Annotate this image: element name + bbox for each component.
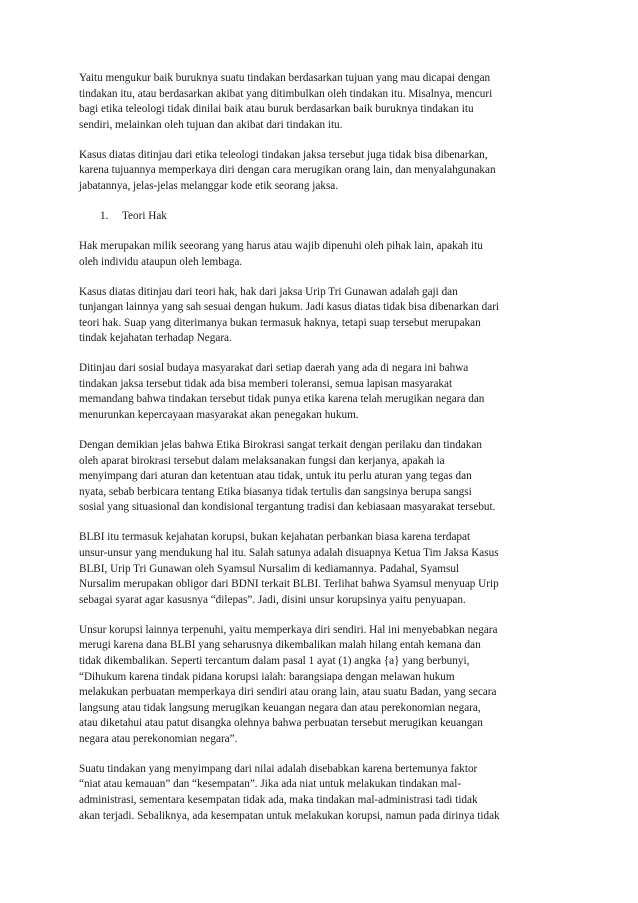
- paragraph-line: Hak merupakan milik seeorang yang harus atau wajib dipenuhi oleh pihak lain, apakah itu: [79, 239, 483, 252]
- paragraph-line: melakukan perbuatan memperkaya diri sendiri atau orang lain, atau suatu Badan, yang secara: [79, 686, 497, 699]
- paragraph-line: Nursalim merupakan obligor dari BDNI terkait BLBI. Terlihat bahwa Syamsul menyuap Urip: [79, 578, 499, 591]
- paragraph-line: langsung atau tidak langsung merugikan keuangan negara dan atau perekonomian negara,: [79, 701, 481, 714]
- paragraph-line: oleh aparat birokrasi tersebut dalam melaksanakan fungsi dan kerjanya, apakah ia: [79, 454, 445, 467]
- paragraph: [79, 762, 567, 824]
- section-heading: [79, 209, 567, 225]
- heading-number: 1.: [100, 209, 109, 222]
- paragraph-line: karena tujuannya memperkaya diri dengan cara merugikan orang lain, dan menyalahgunakan: [79, 164, 496, 177]
- paragraph-line: akan terjadi. Sebaliknya, ada kesempatan untuk melakukan korupsi, namun pada dirinya tidak: [79, 809, 500, 822]
- paragraph: [79, 71, 567, 133]
- paragraph-line: tindakan itu, atau berdasarkan akibat yang ditimbulkan oleh tindakan itu. Misalnya, mencuri: [79, 87, 493, 100]
- paragraph-line: Ditinjau dari sosial budaya masyarakat dari setiap daerah yang ada di negara ini bahwa: [79, 362, 469, 375]
- paragraph-line: sosial yang situasional dan kondisional tergantung tradisi dan kebiasaan masyarakat tersebut.: [79, 501, 496, 514]
- top-paragraphs: [79, 71, 567, 195]
- paragraph-line: Kasus diatas ditinjau dari etika teleologi tindakan jaksa tersebut juga tidak bisa dibenarkan,: [79, 148, 488, 161]
- paragraph-line: Yaitu mengukur baik buruknya suatu tindakan berdasarkan tujuan yang mau dicapai dengan: [79, 72, 491, 84]
- paragraph-line: teori hak. Suap yang diterimanya bukan termasuk haknya, tetapi suap tersebut merupakan: [79, 316, 481, 329]
- paragraph-line: tindak kejahatan terhadap Negara.: [79, 332, 232, 345]
- paragraph-line: bagi etika teleologi tidak dinilai baik atau buruk berdasarkan baik buruknya tindakan itu: [79, 103, 474, 116]
- heading-title: Teori Hak: [122, 209, 167, 222]
- paragraph-line: administrasi, sementara kesempatan tidak ada, maka tindakan mal-administrasi tadi tidak: [79, 794, 478, 807]
- paragraph-line: tidak dikembalikan. Seperti tercantum dalam pasal 1 ayat (1) angka {a} yang berbunyi,: [79, 654, 470, 667]
- paragraph-line: “niat atau kemauan” dan “kesempatan”. Jika ada niat untuk melakukan tindakan mal-: [79, 778, 462, 791]
- paragraph-line: Unsur korupsi lainnya terpenuhi, yaitu memperkaya diri sendiri. Hal ini menyebabkan negara: [79, 623, 498, 636]
- paragraph: [79, 148, 567, 195]
- paragraph-line: “Dihukum karena tindak pidana korupsi ialah: barangsiapa dengan melawan hukum: [79, 670, 455, 683]
- paragraph: [79, 438, 567, 516]
- paragraph: [79, 623, 567, 748]
- paragraph-line: sebagai syarat agar kasusnya “dilepas”. Jadi, disini unsur korupsinya yaitu penyuapan.: [79, 593, 466, 606]
- paragraph-line: Dengan demikian jelas bahwa Etika Birokrasi sangat terkait dengan perilaku dan tindakan: [79, 439, 482, 452]
- paragraph-line: atau diketahui atau patut disangka olehnya bahwa perbuatan tersebut merugikan keuangan: [79, 717, 483, 730]
- paragraph-line: Suatu tindakan yang menyimpang dari nilai adalah disebabkan karena bertemunya faktor: [79, 762, 478, 775]
- bottom-paragraphs: [79, 239, 567, 824]
- paragraph-line: menurunkan kepercayaan masyarakat akan penegakan hukum.: [79, 409, 359, 422]
- paragraph-line: negara atau perekonomian negara”.: [79, 732, 238, 745]
- paragraph-line: merugi karena dana BLBI yang seharusnya dikembalikan malah hilang entah kemana dan: [79, 639, 481, 652]
- paragraph-line: Kasus diatas ditinjau dari teori hak, hak dari jaksa Urip Tri Gunawan adalah gaji dan: [79, 285, 458, 298]
- paragraph-line: oleh individu ataupun oleh lembaga.: [79, 255, 243, 268]
- paragraph-line: sendiri, melainkan oleh tujuan dan akibat dari tindakan itu.: [79, 118, 343, 131]
- paragraph-line: unsur-unsur yang mendukung hal itu. Salah satunya adalah disuapnya Ketua Tim Jaksa Kasus: [79, 546, 499, 559]
- paragraph: [79, 285, 567, 347]
- paragraph-line: BLBI, Urip Tri Gunawan oleh Syamsul Nursalim di kediamannya. Padahal, Syamsul: [79, 562, 460, 575]
- paragraph-line: jabatannya, jelas-jelas melanggar kode etik seorang jaksa.: [79, 179, 339, 192]
- paragraph: [79, 361, 567, 423]
- paragraph-line: menyimpang dari aturan dan ketentuan atau tidak, untuk itu perlu aturan yang tegas dan: [79, 470, 472, 483]
- paragraph-line: memandang bahwa tindakan tersebut tidak punya etika karena telah merugikan negara dan: [79, 393, 485, 406]
- paragraph: [79, 530, 567, 608]
- paragraph-line: tunjangan lainnya yang sah sesuai dengan hukum. Jadi kasus diatas tidak bisa dibenarkan dari: [79, 301, 500, 314]
- paragraph-line: tindakan jaksa tersebut tidak ada bisa memberi toleransi, semua lapisan masyarakat: [79, 377, 453, 390]
- paragraph-line: nyata, sebab berbicara tentang Etika biasanya tidak tertulis dan sangsinya berupa sangsi: [79, 485, 472, 498]
- paragraph: [79, 239, 567, 270]
- paragraph-line: BLBI itu termasuk kejahatan korupsi, bukan kejahatan perbankan biasa karena terdapat: [79, 531, 471, 544]
- document-body: [79, 71, 567, 839]
